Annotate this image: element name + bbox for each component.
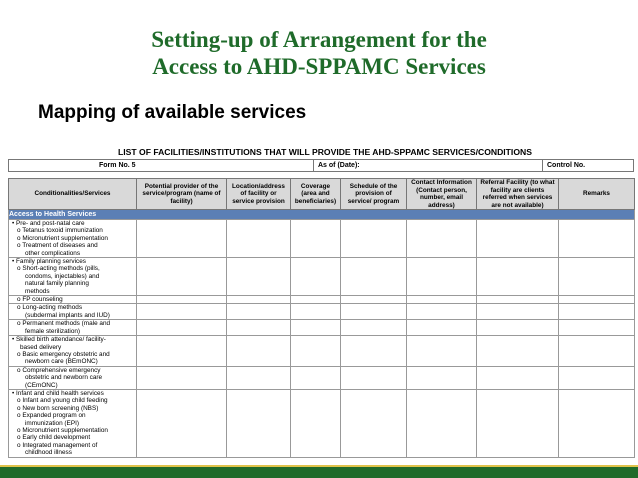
column-header: Coverage (area and beneficiaries) (291, 179, 341, 210)
service-line: • Infant and child health services (12, 389, 104, 397)
table-row (9, 296, 635, 304)
service-line: o Micronutrient supplementation (17, 234, 108, 242)
service-line: o Short-acting methods (pills, (17, 265, 100, 273)
service-cell (9, 296, 137, 304)
empty-cell[interactable] (407, 220, 477, 258)
empty-cell[interactable] (291, 258, 341, 296)
service-line: o Treatment of diseases and (17, 242, 98, 250)
empty-cell[interactable] (227, 336, 291, 367)
service-line: methods (25, 287, 50, 295)
empty-cell[interactable] (341, 389, 407, 457)
empty-cell[interactable] (341, 304, 407, 320)
empty-cell[interactable] (291, 320, 341, 336)
column-header: Contact Information (Contact person, number, email address) (407, 179, 477, 210)
service-line: o Infant and young child feeding (17, 397, 108, 405)
empty-cell[interactable] (477, 336, 559, 367)
as-of-date-field: As of (Date): (314, 160, 543, 172)
column-header: Referral Facility (to what facility are clients referred when services are not available) (477, 179, 559, 210)
empty-cell[interactable] (341, 258, 407, 296)
empty-cell[interactable] (227, 304, 291, 320)
empty-cell[interactable] (227, 366, 291, 389)
section-label: Access to Health Services (9, 210, 635, 220)
empty-cell[interactable] (291, 304, 341, 320)
service-line: o Permanent methods (male and (17, 320, 111, 328)
service-line: • Pre- and post-natal care (12, 220, 85, 227)
empty-cell[interactable] (407, 320, 477, 336)
empty-cell[interactable] (227, 320, 291, 336)
empty-cell[interactable] (137, 304, 227, 320)
empty-cell[interactable] (407, 336, 477, 367)
service-line: o Long-acting methods (17, 304, 83, 312)
empty-cell[interactable] (559, 296, 635, 304)
table-row (9, 220, 635, 258)
empty-cell[interactable] (227, 220, 291, 258)
empty-cell[interactable] (559, 320, 635, 336)
empty-cell[interactable] (407, 304, 477, 320)
empty-cell[interactable] (137, 336, 227, 367)
empty-cell[interactable] (559, 366, 635, 389)
empty-cell[interactable] (559, 220, 635, 258)
service-line: obstetric and newborn care (25, 374, 103, 382)
empty-cell[interactable] (477, 366, 559, 389)
column-header: Conditionalities/Services (9, 179, 137, 210)
footer-bar (0, 467, 638, 478)
empty-cell[interactable] (407, 389, 477, 457)
empty-cell[interactable] (341, 336, 407, 367)
service-line: o Micronutrient supplementation (17, 426, 108, 434)
service-line: • Family planning services (12, 258, 86, 266)
service-line: o New born screening (NBS) (17, 404, 99, 412)
empty-cell[interactable] (291, 296, 341, 304)
empty-cell[interactable] (341, 366, 407, 389)
empty-cell[interactable] (477, 296, 559, 304)
slide-title-line-1: Setting-up of Arrangement for the (151, 27, 487, 52)
table-row (9, 320, 635, 336)
service-line: immunization (EPI) (25, 419, 79, 427)
empty-cell[interactable] (559, 389, 635, 457)
service-line: o Basic emergency obstetric and (17, 350, 110, 358)
table-row (9, 304, 635, 320)
service-line: o Tetanus toxoid immunization (17, 227, 103, 235)
empty-cell[interactable] (559, 258, 635, 296)
empty-cell[interactable] (291, 366, 341, 389)
column-header: Location/address of facility or service provision (227, 179, 291, 210)
service-cell (9, 366, 137, 389)
service-line: childhood illness (25, 449, 72, 457)
service-line: (subdermal implants and IUD) (25, 311, 110, 319)
slide-subtitle: Mapping of available services (38, 102, 307, 123)
form-document (8, 145, 634, 458)
empty-cell[interactable] (477, 258, 559, 296)
empty-cell[interactable] (407, 296, 477, 304)
services-table (8, 178, 635, 458)
service-cell (9, 220, 137, 258)
empty-cell[interactable] (227, 296, 291, 304)
service-cell (9, 258, 137, 296)
empty-cell[interactable] (291, 220, 341, 258)
empty-cell[interactable] (341, 320, 407, 336)
section-row (9, 210, 635, 220)
service-line: condoms, injectables) and (25, 272, 100, 280)
empty-cell[interactable] (137, 389, 227, 457)
slide-title (0, 26, 638, 80)
service-line: o Expanded program on (17, 412, 86, 420)
table-row (9, 366, 635, 389)
service-cell (9, 320, 137, 336)
empty-cell[interactable] (559, 336, 635, 367)
service-cell (9, 304, 137, 320)
empty-cell[interactable] (227, 258, 291, 296)
service-cell (9, 389, 137, 457)
slide-title-line-2: Access to AHD-SPPAMC Services (152, 54, 486, 79)
empty-cell[interactable] (137, 296, 227, 304)
empty-cell[interactable] (477, 320, 559, 336)
empty-cell[interactable] (341, 220, 407, 258)
empty-cell[interactable] (137, 220, 227, 258)
empty-cell[interactable] (407, 258, 477, 296)
empty-cell[interactable] (341, 296, 407, 304)
service-line: (CEmONC) (25, 381, 58, 389)
service-cell (9, 336, 137, 367)
table-row (9, 389, 635, 457)
form-meta (8, 159, 634, 172)
document-heading: LIST OF FACILITIES/INSTITUTIONS THAT WILL PROVIDE THE AHD-SPPAMC SERVICES/CONDITIONS (118, 147, 532, 157)
service-line: • Skilled birth attendance/ facility- (12, 336, 106, 344)
empty-cell[interactable] (291, 389, 341, 457)
service-line: female sterilization) (25, 327, 81, 335)
empty-cell[interactable] (137, 258, 227, 296)
service-line: based delivery (20, 343, 62, 351)
service-line: o Integrated management of (17, 441, 98, 449)
service-line: o Comprehensive emergency (17, 366, 101, 374)
empty-cell[interactable] (291, 336, 341, 367)
table-row (9, 336, 635, 367)
service-line: newborn care (BEmONC) (25, 358, 98, 366)
control-number-field: Control No. (543, 160, 634, 172)
column-header: Remarks (559, 179, 635, 210)
empty-cell[interactable] (407, 366, 477, 389)
empty-cell[interactable] (227, 389, 291, 457)
form-number: Form No. 5 (9, 160, 314, 172)
empty-cell[interactable] (559, 304, 635, 320)
empty-cell[interactable] (477, 304, 559, 320)
empty-cell[interactable] (137, 320, 227, 336)
service-line: o Early child development (17, 434, 91, 442)
empty-cell[interactable] (477, 220, 559, 258)
service-line: o FP counseling (17, 296, 63, 304)
column-header: Potential provider of the service/program (name of facility) (137, 179, 227, 210)
table-row (9, 258, 635, 296)
empty-cell[interactable] (477, 389, 559, 457)
empty-cell[interactable] (137, 366, 227, 389)
column-header: Schedule of the provision of service/ program (341, 179, 407, 210)
service-line: natural family planning (25, 280, 89, 288)
table-header-row (9, 179, 635, 210)
service-line: other complications (25, 249, 81, 257)
